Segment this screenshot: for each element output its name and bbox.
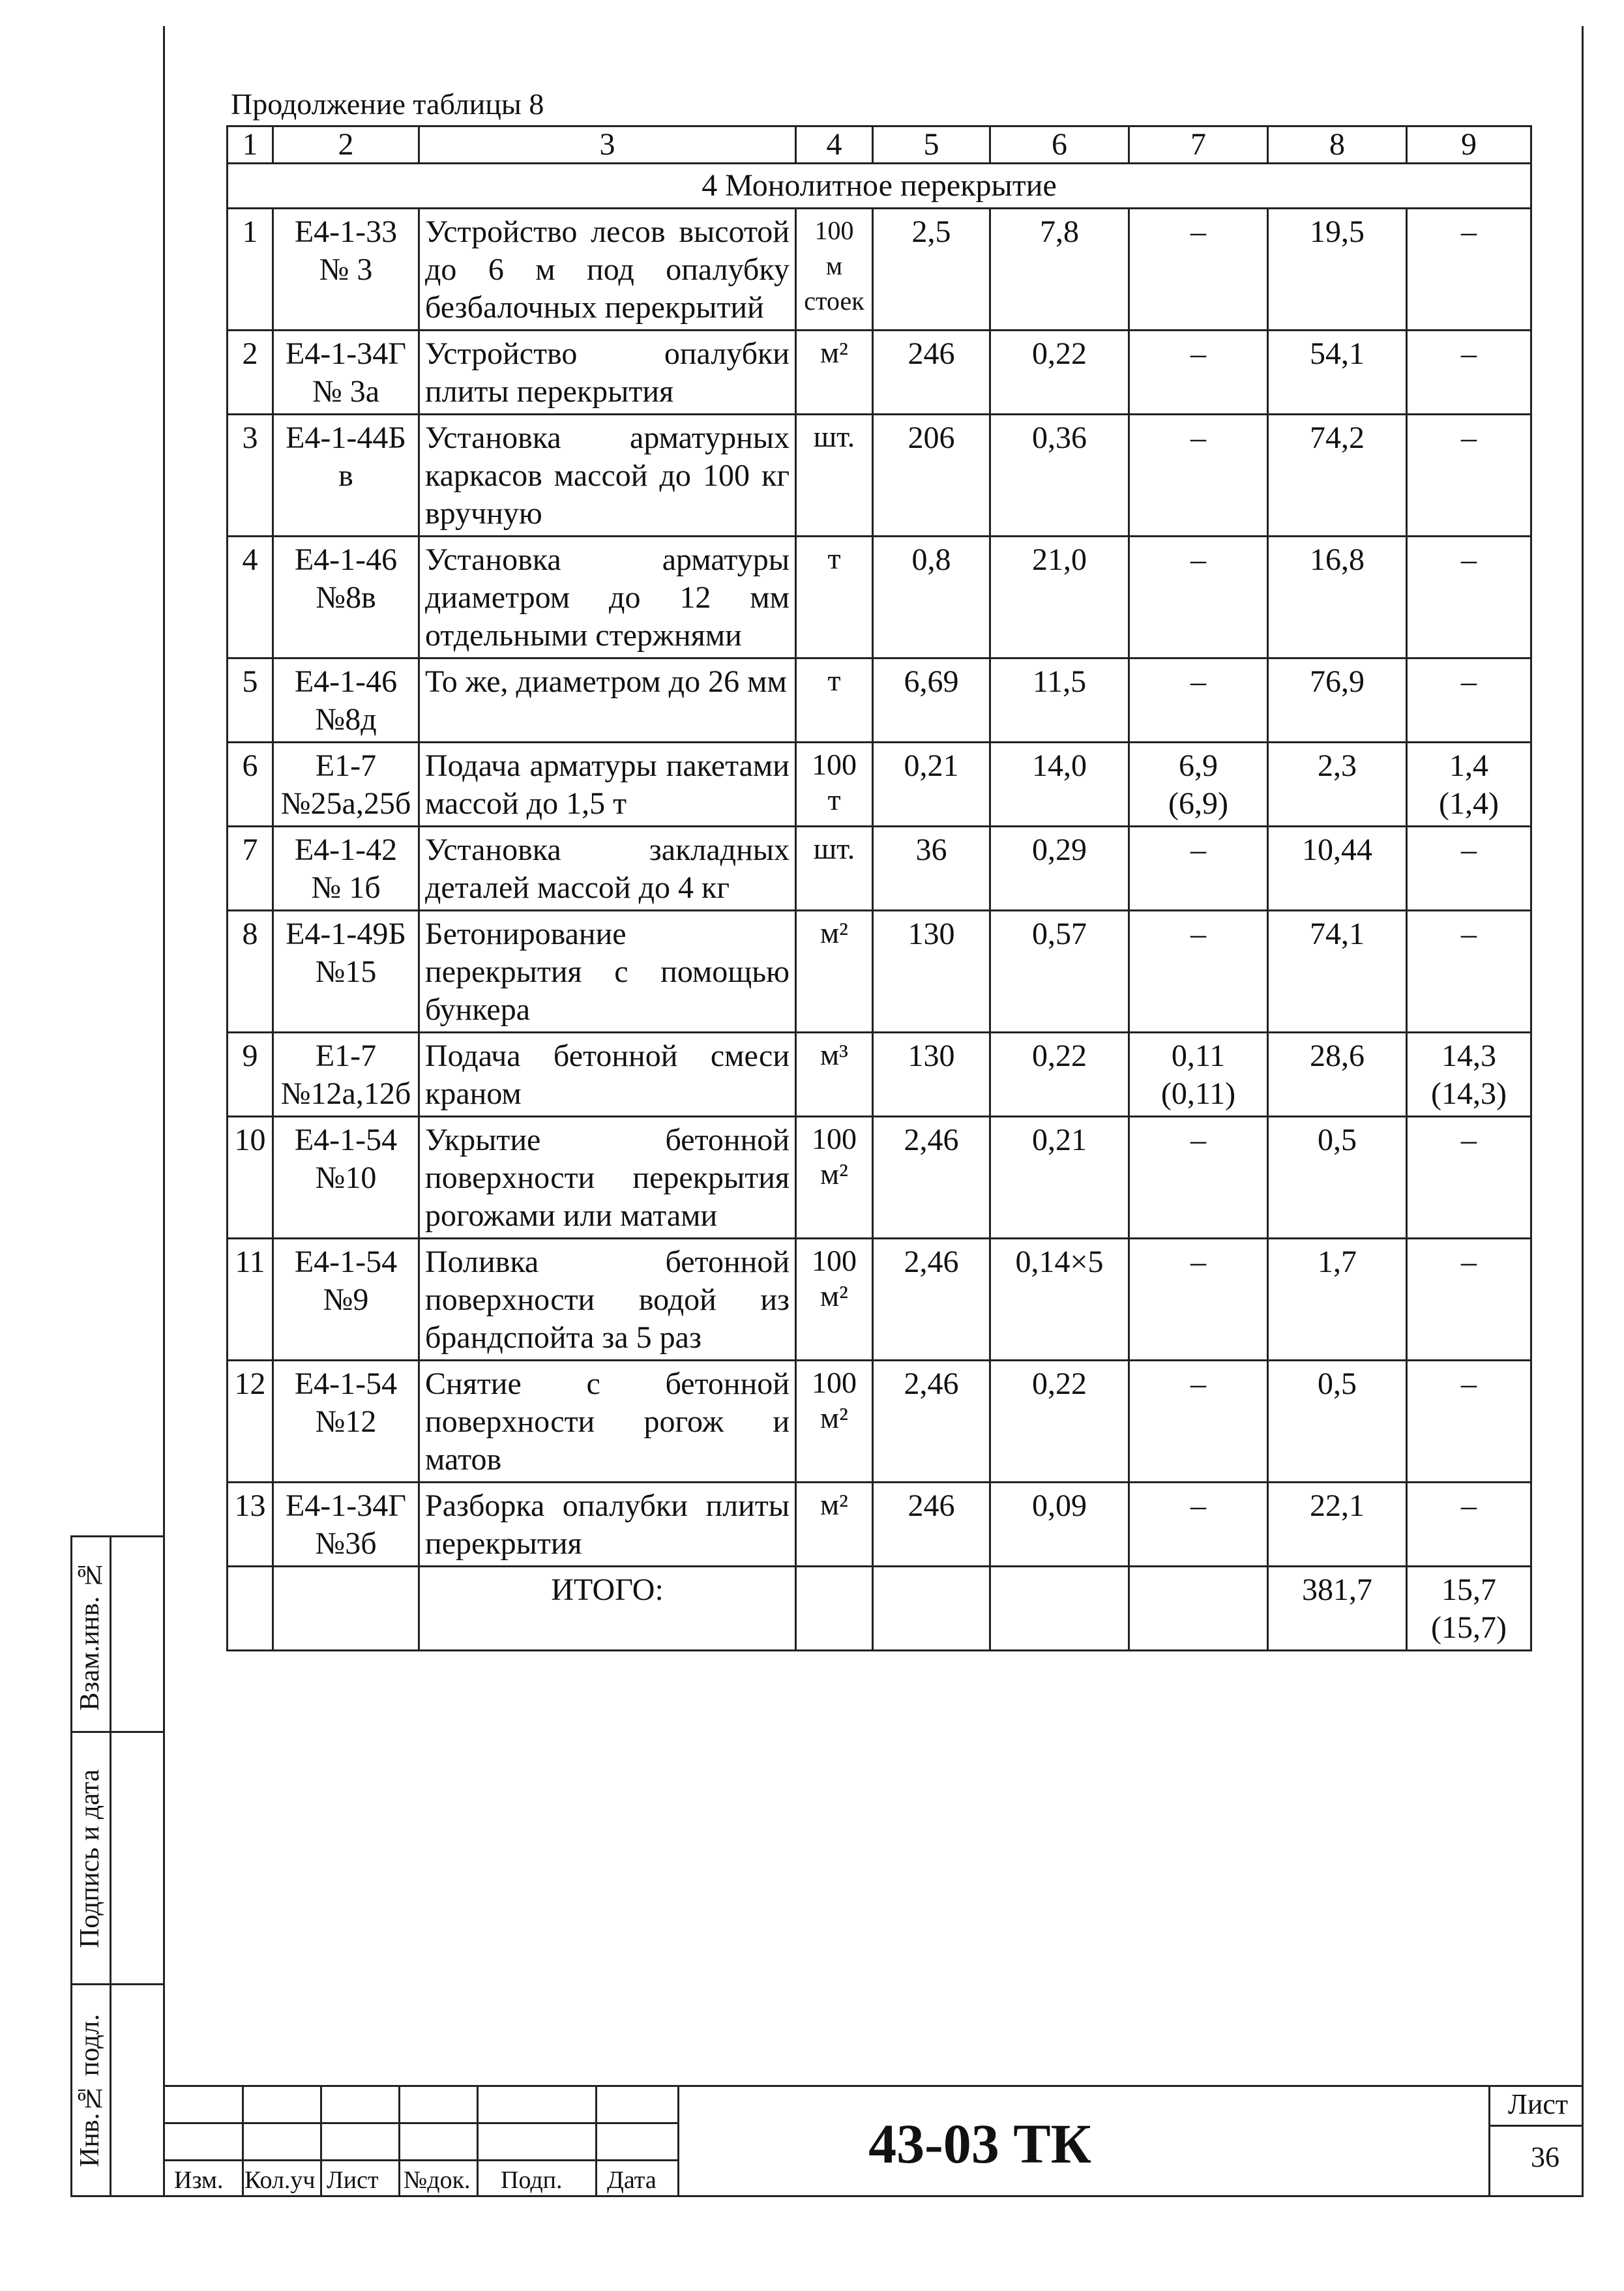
labor-total: 0,5 bbox=[1268, 1117, 1407, 1239]
unit-of-measure bbox=[796, 537, 873, 658]
work-name: Бетонирование перекрытия с помощью бункера bbox=[419, 911, 796, 1033]
machine-total-line: – bbox=[1461, 1488, 1477, 1523]
machine-norm bbox=[1129, 911, 1268, 1033]
column-count-label: Кол.уч bbox=[244, 2166, 316, 2194]
quantity: 2,46 bbox=[873, 1117, 990, 1239]
quantity: 206 bbox=[873, 415, 990, 537]
labor-norm: 0,22 bbox=[990, 1361, 1129, 1483]
machine-total-line: – bbox=[1461, 917, 1477, 951]
labor-norm: 11,5 bbox=[990, 658, 1129, 743]
title-block-line bbox=[398, 2085, 400, 2197]
unit-of-measure bbox=[796, 743, 873, 827]
header-cell: 4 bbox=[796, 126, 873, 164]
machine-norm-line: (6,9) bbox=[1168, 786, 1228, 821]
machine-norm bbox=[1129, 827, 1268, 911]
machine-norm bbox=[1129, 1033, 1268, 1117]
work-name: Устройство лесов высотой до 6 м под опалубку безбалочных перекрытий bbox=[419, 209, 796, 331]
labor-total: 1,7 bbox=[1268, 1239, 1407, 1361]
quantity: 6,69 bbox=[873, 658, 990, 743]
machine-total bbox=[1407, 1361, 1531, 1483]
unit-line: м² bbox=[820, 916, 848, 949]
title-block-line bbox=[1488, 2085, 1490, 2197]
quantity: 0,8 bbox=[873, 537, 990, 658]
table-row bbox=[228, 331, 1531, 415]
quantity: 246 bbox=[873, 1483, 990, 1567]
machine-norm bbox=[1129, 1117, 1268, 1239]
section-title: 4 Монолитное перекрытие bbox=[228, 164, 1531, 209]
title-block-line bbox=[1488, 2125, 1582, 2127]
unit-of-measure bbox=[796, 1483, 873, 1567]
rate-code-line: Е4-1-33 bbox=[294, 214, 398, 249]
machine-norm-line: – bbox=[1190, 542, 1206, 577]
quantity: 2,5 bbox=[873, 209, 990, 331]
row-number: 10 bbox=[228, 1117, 273, 1239]
quantity: 130 bbox=[873, 1033, 990, 1117]
rate-code-line: Е4-1-54 bbox=[294, 1367, 398, 1401]
machine-total-line: – bbox=[1461, 833, 1477, 867]
work-name: Устройство опалубки плиты перекрытия bbox=[419, 331, 796, 415]
labor-total: 28,6 bbox=[1268, 1033, 1407, 1117]
machine-total-line: – bbox=[1461, 542, 1477, 577]
header-cell: 8 bbox=[1268, 126, 1407, 164]
document-code: 43-03 ТК bbox=[868, 2112, 1091, 2175]
unit-of-measure bbox=[796, 1117, 873, 1239]
row-number: 8 bbox=[228, 911, 273, 1033]
work-table-body bbox=[228, 126, 1531, 1651]
table-caption: Продолжение таблицы 8 bbox=[231, 87, 544, 121]
section-row bbox=[228, 164, 1531, 209]
labor-total: 19,5 bbox=[1268, 209, 1407, 331]
unit-of-measure bbox=[796, 911, 873, 1033]
rate-code-line: №12а,12б bbox=[280, 1076, 411, 1111]
total-machine-line: (15,7) bbox=[1431, 1610, 1507, 1645]
rate-code-line: Е4-1-46 bbox=[294, 664, 398, 699]
unit-of-measure bbox=[796, 1033, 873, 1117]
stamp-line bbox=[70, 1731, 163, 1733]
machine-total-line: – bbox=[1461, 1245, 1477, 1279]
unit-line: м³ bbox=[820, 1038, 848, 1071]
header-cell: 6 bbox=[990, 126, 1129, 164]
rate-code-line: № 1б bbox=[311, 870, 381, 905]
labor-norm: 0,22 bbox=[990, 331, 1129, 415]
rate-code-line: Е4-1-49Б bbox=[286, 917, 406, 951]
machine-total-line: – bbox=[1461, 421, 1477, 455]
header-cell: 7 bbox=[1129, 126, 1268, 164]
title-block-line bbox=[320, 2085, 322, 2197]
machine-norm-line: – bbox=[1190, 1123, 1206, 1157]
rate-code-line: Е1-7 bbox=[315, 748, 377, 783]
total-row bbox=[228, 1567, 1531, 1651]
row-number: 13 bbox=[228, 1483, 273, 1567]
rate-code-line: Е4-1-54 bbox=[294, 1123, 398, 1157]
machine-total bbox=[1407, 209, 1531, 331]
table-row bbox=[228, 537, 1531, 658]
unit-of-measure bbox=[796, 658, 873, 743]
rate-code-line: №25а,25б bbox=[280, 786, 411, 821]
total-empty-cell bbox=[228, 1567, 273, 1651]
machine-norm bbox=[1129, 415, 1268, 537]
unit-line: шт. bbox=[813, 832, 855, 865]
table-row bbox=[228, 743, 1531, 827]
stamp-line bbox=[70, 1535, 163, 1537]
labor-norm: 0,36 bbox=[990, 415, 1129, 537]
machine-total bbox=[1407, 1239, 1531, 1361]
labor-total: 0,5 bbox=[1268, 1361, 1407, 1483]
rate-code bbox=[273, 331, 419, 415]
work-name: Подача арматуры пакетами массой до 1,5 т bbox=[419, 743, 796, 827]
work-name: Установка закладных деталей массой до 4 кг bbox=[419, 827, 796, 911]
rate-code-line: Е4-1-42 bbox=[294, 833, 398, 867]
total-empty-cell bbox=[273, 1567, 419, 1651]
total-label: ИТОГО: bbox=[419, 1567, 796, 1651]
machine-total bbox=[1407, 827, 1531, 911]
rate-code bbox=[273, 658, 419, 743]
quantity: 246 bbox=[873, 331, 990, 415]
rate-code-line: №8в bbox=[316, 580, 376, 615]
machine-total bbox=[1407, 911, 1531, 1033]
sheet-label: Лист bbox=[1508, 2088, 1569, 2120]
machine-total bbox=[1407, 1117, 1531, 1239]
frame-right-line bbox=[1582, 26, 1584, 2197]
table-row bbox=[228, 1361, 1531, 1483]
labor-norm: 0,29 bbox=[990, 827, 1129, 911]
header-cell: 9 bbox=[1407, 126, 1531, 164]
labor-norm: 0,21 bbox=[990, 1117, 1129, 1239]
table-row bbox=[228, 911, 1531, 1033]
unit-line: шт. bbox=[813, 420, 855, 453]
unit-line: т bbox=[827, 783, 841, 816]
title-block-line bbox=[595, 2085, 597, 2197]
table-row bbox=[228, 658, 1531, 743]
unit-of-measure bbox=[796, 1361, 873, 1483]
unit-of-measure bbox=[796, 331, 873, 415]
title-block-line bbox=[165, 2195, 1582, 2197]
machine-norm bbox=[1129, 1239, 1268, 1361]
rate-code-line: №3б bbox=[315, 1526, 377, 1561]
machine-norm-line: – bbox=[1190, 336, 1206, 371]
machine-norm bbox=[1129, 743, 1268, 827]
unit-line: 100 bbox=[812, 748, 857, 781]
unit-line: т bbox=[827, 542, 841, 575]
machine-total bbox=[1407, 1033, 1531, 1117]
labor-total: 74,1 bbox=[1268, 911, 1407, 1033]
rate-code bbox=[273, 1483, 419, 1567]
row-number: 5 bbox=[228, 658, 273, 743]
column-signature-label: Подп. bbox=[501, 2166, 563, 2194]
work-name: Подача бетонной смеси краном bbox=[419, 1033, 796, 1117]
unit-of-measure bbox=[796, 827, 873, 911]
quantity: 0,21 bbox=[873, 743, 990, 827]
title-block-line bbox=[677, 2085, 679, 2197]
stamp-line bbox=[110, 1535, 111, 2197]
rate-code bbox=[273, 1033, 419, 1117]
table-row bbox=[228, 209, 1531, 331]
work-name: Установка арматуры диаметром до 12 мм отдельными стержнями bbox=[419, 537, 796, 658]
rate-code bbox=[273, 415, 419, 537]
labor-total: 76,9 bbox=[1268, 658, 1407, 743]
row-number: 7 bbox=[228, 827, 273, 911]
unit-of-measure bbox=[796, 1239, 873, 1361]
machine-norm-line: 0,11 bbox=[1171, 1039, 1226, 1073]
labor-norm: 0,14×5 bbox=[990, 1239, 1129, 1361]
labor-total: 10,44 bbox=[1268, 827, 1407, 911]
machine-total-line: – bbox=[1461, 336, 1477, 371]
frame-left-line bbox=[163, 26, 165, 2197]
machine-total-line: – bbox=[1461, 1367, 1477, 1401]
work-table bbox=[226, 125, 1532, 1651]
machine-total-line: (1,4) bbox=[1439, 786, 1499, 821]
rate-code bbox=[273, 1117, 419, 1239]
work-name: Поливка бетонной поверхности водой из брандспойта за 5 раз bbox=[419, 1239, 796, 1361]
machine-total-line: (14,3) bbox=[1431, 1076, 1507, 1111]
total-empty-cell bbox=[990, 1567, 1129, 1651]
unit-line: стоек bbox=[804, 286, 864, 316]
row-number: 11 bbox=[228, 1239, 273, 1361]
row-number: 9 bbox=[228, 1033, 273, 1117]
machine-total-line: 1,4 bbox=[1449, 748, 1488, 783]
rate-code bbox=[273, 743, 419, 827]
row-number: 6 bbox=[228, 743, 273, 827]
unit-of-measure bbox=[796, 209, 873, 331]
table-row bbox=[228, 415, 1531, 537]
column-date-label: Дата bbox=[607, 2166, 657, 2194]
labor-total: 54,1 bbox=[1268, 331, 1407, 415]
machine-total bbox=[1407, 1483, 1531, 1567]
rate-code-line: Е4-1-34Г bbox=[285, 336, 407, 371]
rate-code bbox=[273, 1239, 419, 1361]
labor-total: 2,3 bbox=[1268, 743, 1407, 827]
labor-total: 16,8 bbox=[1268, 537, 1407, 658]
machine-total bbox=[1407, 331, 1531, 415]
machine-norm bbox=[1129, 537, 1268, 658]
unit-line: м² bbox=[820, 1401, 848, 1434]
rate-code-line: Е4-1-34Г bbox=[285, 1488, 407, 1523]
unit-line: м bbox=[825, 251, 843, 280]
work-name: То же, диаметром до 26 мм bbox=[419, 658, 796, 743]
machine-total bbox=[1407, 743, 1531, 827]
title-block-line bbox=[165, 2085, 1582, 2087]
work-name: Снятие с бетонной поверхности рогож и матов bbox=[419, 1361, 796, 1483]
machine-norm-line: – bbox=[1190, 421, 1206, 455]
rate-code-line: №10 bbox=[315, 1160, 377, 1195]
machine-total bbox=[1407, 537, 1531, 658]
rate-code-line: Е4-1-44Б bbox=[286, 421, 406, 455]
work-name: Разборка опалубки плиты перекрытия bbox=[419, 1483, 796, 1567]
side-stamp bbox=[70, 1535, 163, 2197]
machine-total-line: 14,3 bbox=[1441, 1039, 1496, 1073]
row-number: 3 bbox=[228, 415, 273, 537]
machine-norm-line: – bbox=[1190, 917, 1206, 951]
rate-code-line: №15 bbox=[315, 954, 377, 989]
rate-code-line: №12 bbox=[315, 1404, 377, 1439]
machine-norm-line: – bbox=[1190, 1367, 1206, 1401]
stamp-original-inv-label: Инв.№ подл. bbox=[75, 2014, 105, 2168]
total-machine bbox=[1407, 1567, 1531, 1651]
total-empty-cell bbox=[873, 1567, 990, 1651]
machine-norm-line: 6,9 bbox=[1179, 748, 1218, 783]
rate-code-line: Е4-1-54 bbox=[294, 1245, 398, 1279]
rate-code bbox=[273, 209, 419, 331]
rate-code bbox=[273, 1361, 419, 1483]
machine-norm bbox=[1129, 658, 1268, 743]
total-empty-cell bbox=[1129, 1567, 1268, 1651]
machine-norm-line: – bbox=[1190, 664, 1206, 699]
row-number: 12 bbox=[228, 1361, 273, 1483]
sheet-number: 36 bbox=[1531, 2141, 1559, 2173]
stamp-line bbox=[70, 1983, 163, 1985]
row-number: 1 bbox=[228, 209, 273, 331]
row-number: 4 bbox=[228, 537, 273, 658]
quantity: 2,46 bbox=[873, 1239, 990, 1361]
labor-norm: 0,09 bbox=[990, 1483, 1129, 1567]
machine-total bbox=[1407, 658, 1531, 743]
labor-norm: 21,0 bbox=[990, 537, 1129, 658]
machine-norm bbox=[1129, 1483, 1268, 1567]
unit-line: м² bbox=[820, 1488, 848, 1521]
labor-norm: 14,0 bbox=[990, 743, 1129, 827]
title-block-line bbox=[242, 2085, 244, 2197]
rate-code-line: №9 bbox=[323, 1282, 369, 1317]
unit-line: 100 bbox=[814, 216, 854, 245]
column-sheet-label: Лист bbox=[327, 2166, 379, 2194]
labor-norm: 7,8 bbox=[990, 209, 1129, 331]
rate-code bbox=[273, 827, 419, 911]
header-cell: 1 bbox=[228, 126, 273, 164]
row-number: 2 bbox=[228, 331, 273, 415]
rate-code-line: Е4-1-46 bbox=[294, 542, 398, 577]
unit-line: м² bbox=[820, 1279, 848, 1312]
work-name: Укрытие бетонной поверхности перекрытия рогожами или матами bbox=[419, 1117, 796, 1239]
total-labor: 381,7 bbox=[1268, 1567, 1407, 1651]
column-change-label: Изм. bbox=[174, 2166, 224, 2194]
header-cell: 5 bbox=[873, 126, 990, 164]
unit-line: м² bbox=[820, 336, 848, 369]
unit-line: 100 bbox=[812, 1244, 857, 1277]
quantity: 2,46 bbox=[873, 1361, 990, 1483]
machine-total-line: – bbox=[1461, 664, 1477, 699]
rate-code-line: №8д bbox=[315, 702, 377, 737]
table-row bbox=[228, 1033, 1531, 1117]
rate-code-line: № 3а bbox=[312, 374, 380, 409]
labor-total: 22,1 bbox=[1268, 1483, 1407, 1567]
machine-total bbox=[1407, 415, 1531, 537]
stamp-signature-date-label: Подпись и дата bbox=[75, 1769, 105, 1949]
unit-line: 100 bbox=[812, 1122, 857, 1155]
title-block-line bbox=[477, 2085, 479, 2197]
rate-code-line: в bbox=[338, 458, 353, 493]
table-row bbox=[228, 1239, 1531, 1361]
machine-norm-line: – bbox=[1190, 214, 1206, 249]
stamp-replacement-inv-label: Взам.инв. № bbox=[75, 1559, 105, 1711]
machine-norm-line: – bbox=[1190, 1488, 1206, 1523]
quantity: 130 bbox=[873, 911, 990, 1033]
quantity: 36 bbox=[873, 827, 990, 911]
unit-line: м² bbox=[820, 1157, 848, 1190]
machine-norm bbox=[1129, 331, 1268, 415]
stamp-line bbox=[70, 2195, 163, 2197]
machine-norm-line: – bbox=[1190, 833, 1206, 867]
rate-code bbox=[273, 537, 419, 658]
header-cell: 3 bbox=[419, 126, 796, 164]
table-row bbox=[228, 1117, 1531, 1239]
total-machine-line: 15,7 bbox=[1441, 1573, 1496, 1607]
machine-norm-line: (0,11) bbox=[1160, 1076, 1236, 1111]
header-cell: 2 bbox=[273, 126, 419, 164]
machine-norm-line: – bbox=[1190, 1245, 1206, 1279]
title-block bbox=[165, 2085, 1582, 2197]
table-row bbox=[228, 1483, 1531, 1567]
unit-of-measure bbox=[796, 415, 873, 537]
labor-norm: 0,57 bbox=[990, 911, 1129, 1033]
labor-total: 74,2 bbox=[1268, 415, 1407, 537]
unit-line: т bbox=[827, 664, 841, 697]
rate-code bbox=[273, 911, 419, 1033]
column-docnum-label: №док. bbox=[404, 2166, 471, 2194]
header-row bbox=[228, 126, 1531, 164]
table-row bbox=[228, 827, 1531, 911]
rate-code-line: Е1-7 bbox=[315, 1039, 377, 1073]
machine-total-line: – bbox=[1461, 214, 1477, 249]
total-empty-cell bbox=[796, 1567, 873, 1651]
machine-total-line: – bbox=[1461, 1123, 1477, 1157]
machine-norm bbox=[1129, 209, 1268, 331]
labor-norm: 0,22 bbox=[990, 1033, 1129, 1117]
rate-code-line: № 3 bbox=[319, 252, 373, 287]
machine-norm bbox=[1129, 1361, 1268, 1483]
unit-line: 100 bbox=[812, 1366, 857, 1399]
work-name: Установка арматурных каркасов массой до 100 кг вручную bbox=[419, 415, 796, 537]
